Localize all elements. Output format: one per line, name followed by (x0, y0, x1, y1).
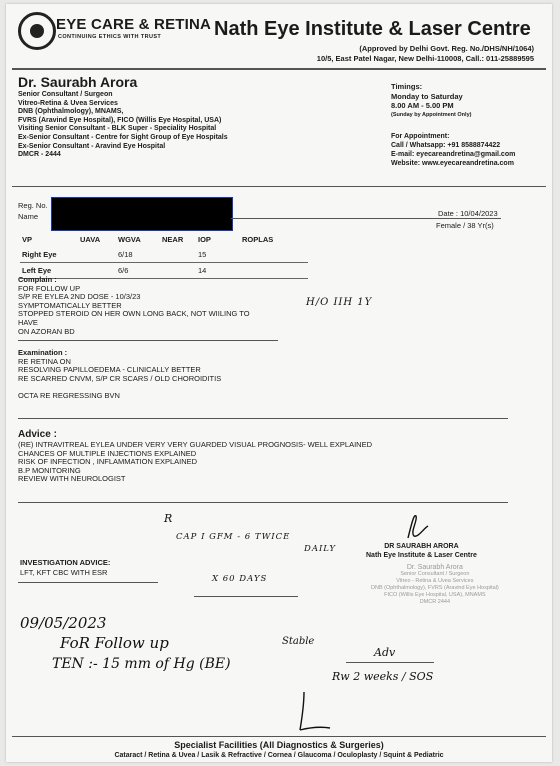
followup-date: 09/05/2023 (20, 614, 107, 632)
followup-adv: Adv (374, 646, 396, 659)
logo-tagline: CONTINUING ETHICS WITH TRUST (58, 34, 162, 40)
table-row: Right Eye 6/18 15 (20, 247, 308, 263)
signature-stamp: DR SAURABH ARORA Nath Eye Institute & Laser Centre (366, 543, 477, 559)
advice-line (18, 502, 508, 503)
rx-line-1: CAP I GFM - 6 TWICE (176, 532, 291, 542)
rx-line-2: DAILY (304, 544, 337, 554)
advice-section: Advice : (RE) INTRAVITREAL EYLEA UNDER VERY VERY GUARDED VISUAL PROGNOSIS- WELL EXPLAINED CHANCES OF MULTIPLE INJECTIONS EXPLAINED RISK OF INFECTION , INFLAMMATION EXPLAINED B.P MONITORING REVIEW WITH NEUROLOGIST (18, 429, 372, 484)
reg-no-label: Reg. No. (18, 201, 48, 210)
rx-line (194, 596, 298, 597)
handwritten-history-note: H/O IIH 1Y (306, 297, 373, 308)
timings: Timings: Monday to Saturday 8.00 AM - 5.00 PM (Sunday by Appointment Only) (391, 82, 472, 118)
header-divider (12, 68, 546, 70)
complain-line (18, 340, 278, 341)
footer-subtitle: Cataract / Retina & Uvea / Lasik & Refractive / Cornea / Glaucoma / Oculoplasty / Squint & Pediatric (114, 752, 444, 759)
followup-line-1: FoR Follow up (60, 634, 169, 652)
rx-mark: R (164, 512, 173, 525)
footer-title: Specialist Facilities (All Diagnostics & Surgeries) (174, 740, 384, 750)
name-line (231, 218, 501, 219)
visit-date: Date : 10/04/2023 (438, 209, 498, 218)
approval-address: (Approved by Delhi Govt. Reg. No./DHS/NH/1064) 10/5, East Patel Nagar, New Delhi-110008, Call.: 011-25889595 (316, 44, 534, 63)
doctor-name: Dr. Saurabh Arora (18, 74, 138, 90)
adv-underline (346, 662, 434, 663)
examination-line (18, 418, 508, 419)
logo-name: EYE CARE & RETINA (56, 16, 212, 33)
info-divider (12, 186, 546, 187)
faint-stamp: Dr. Saurabh Arora Senior Consultant / Surgeon Vitreo - Retina & Uvea Services DNB (Ophthalmology), FVRS (Aravind Eye Hospital) FICO (Willis Eye Hospital, USA), MNAMS DMCR 2444 (371, 564, 499, 605)
doctor-qualifications: Senior Consultant / Surgeon Vitreo-Retina & Uvea Services DNB (Ophthalmology), MNAMS, FVRS (Aravind Eye Hospital), FICO (Willis Eye Hospital, USA) Visiting Senior Consultant - BLK Super - Speciality Hospital Ex-Senior Consultant - Centre for Sight Group of Eye Hospitals Ex-Senior Consultant - Aravind Eye Hospital DMCR - 2444 (18, 91, 228, 159)
appointment-info: For Appointment: Call / Whatsapp: +91 8588874422 E-mail: eyecareandretina@gmail.com Website: www.eyecareandretina.com (391, 133, 516, 167)
redacted-patient-info (51, 197, 233, 231)
investigation-text: LFT, KFT CBC WITH ESR (20, 568, 108, 577)
followup-stable: Stable (282, 636, 315, 647)
followup-review: Rw 2 weeks / SOS (332, 670, 434, 683)
name-label: Name (18, 212, 39, 221)
examination-section: Examination : RE RETINA ON RESOLVING PAPILLOEDEMA - CLINICALLY BETTER RE SCARRED CNVM, S/P CR SCARS / OLD CHOROIDITIS OCTA RE REGRESSING BVN (18, 348, 222, 400)
footer-divider (12, 736, 546, 737)
complain-section: Complain : FOR FOLLOW UP S/P RE EYLEA 2ND DOSE - 10/3/23 SYMPTOMATICALLY BETTER STOPPED STEROID ON HER OWN LONG BACK, NOT WIILING TO HAVE ON AZORAN BD (18, 275, 250, 336)
bottom-signature-icon (290, 688, 334, 736)
signature-mark-icon (402, 512, 432, 540)
investigation-line (18, 582, 158, 583)
prescription-page (6, 4, 552, 762)
rx-line-3: X 60 DAYS (212, 574, 268, 584)
investigation-title: INVESTIGATION ADVICE: (20, 558, 111, 567)
followup-line-2: TEN :- 15 mm of Hg (BE) (52, 656, 231, 672)
gender-age: Female / 38 Yr(s) (436, 221, 494, 230)
institute-name: Nath Eye Institute & Laser Centre (214, 18, 531, 40)
eye-logo-icon (18, 12, 56, 50)
table-row: Left Eye 6/6 14 (20, 263, 308, 279)
clinic-logo (16, 12, 212, 52)
vision-table-header: VP UAVA WGVA NEAR IOP ROPLAS (22, 235, 274, 244)
vision-table (20, 232, 308, 279)
